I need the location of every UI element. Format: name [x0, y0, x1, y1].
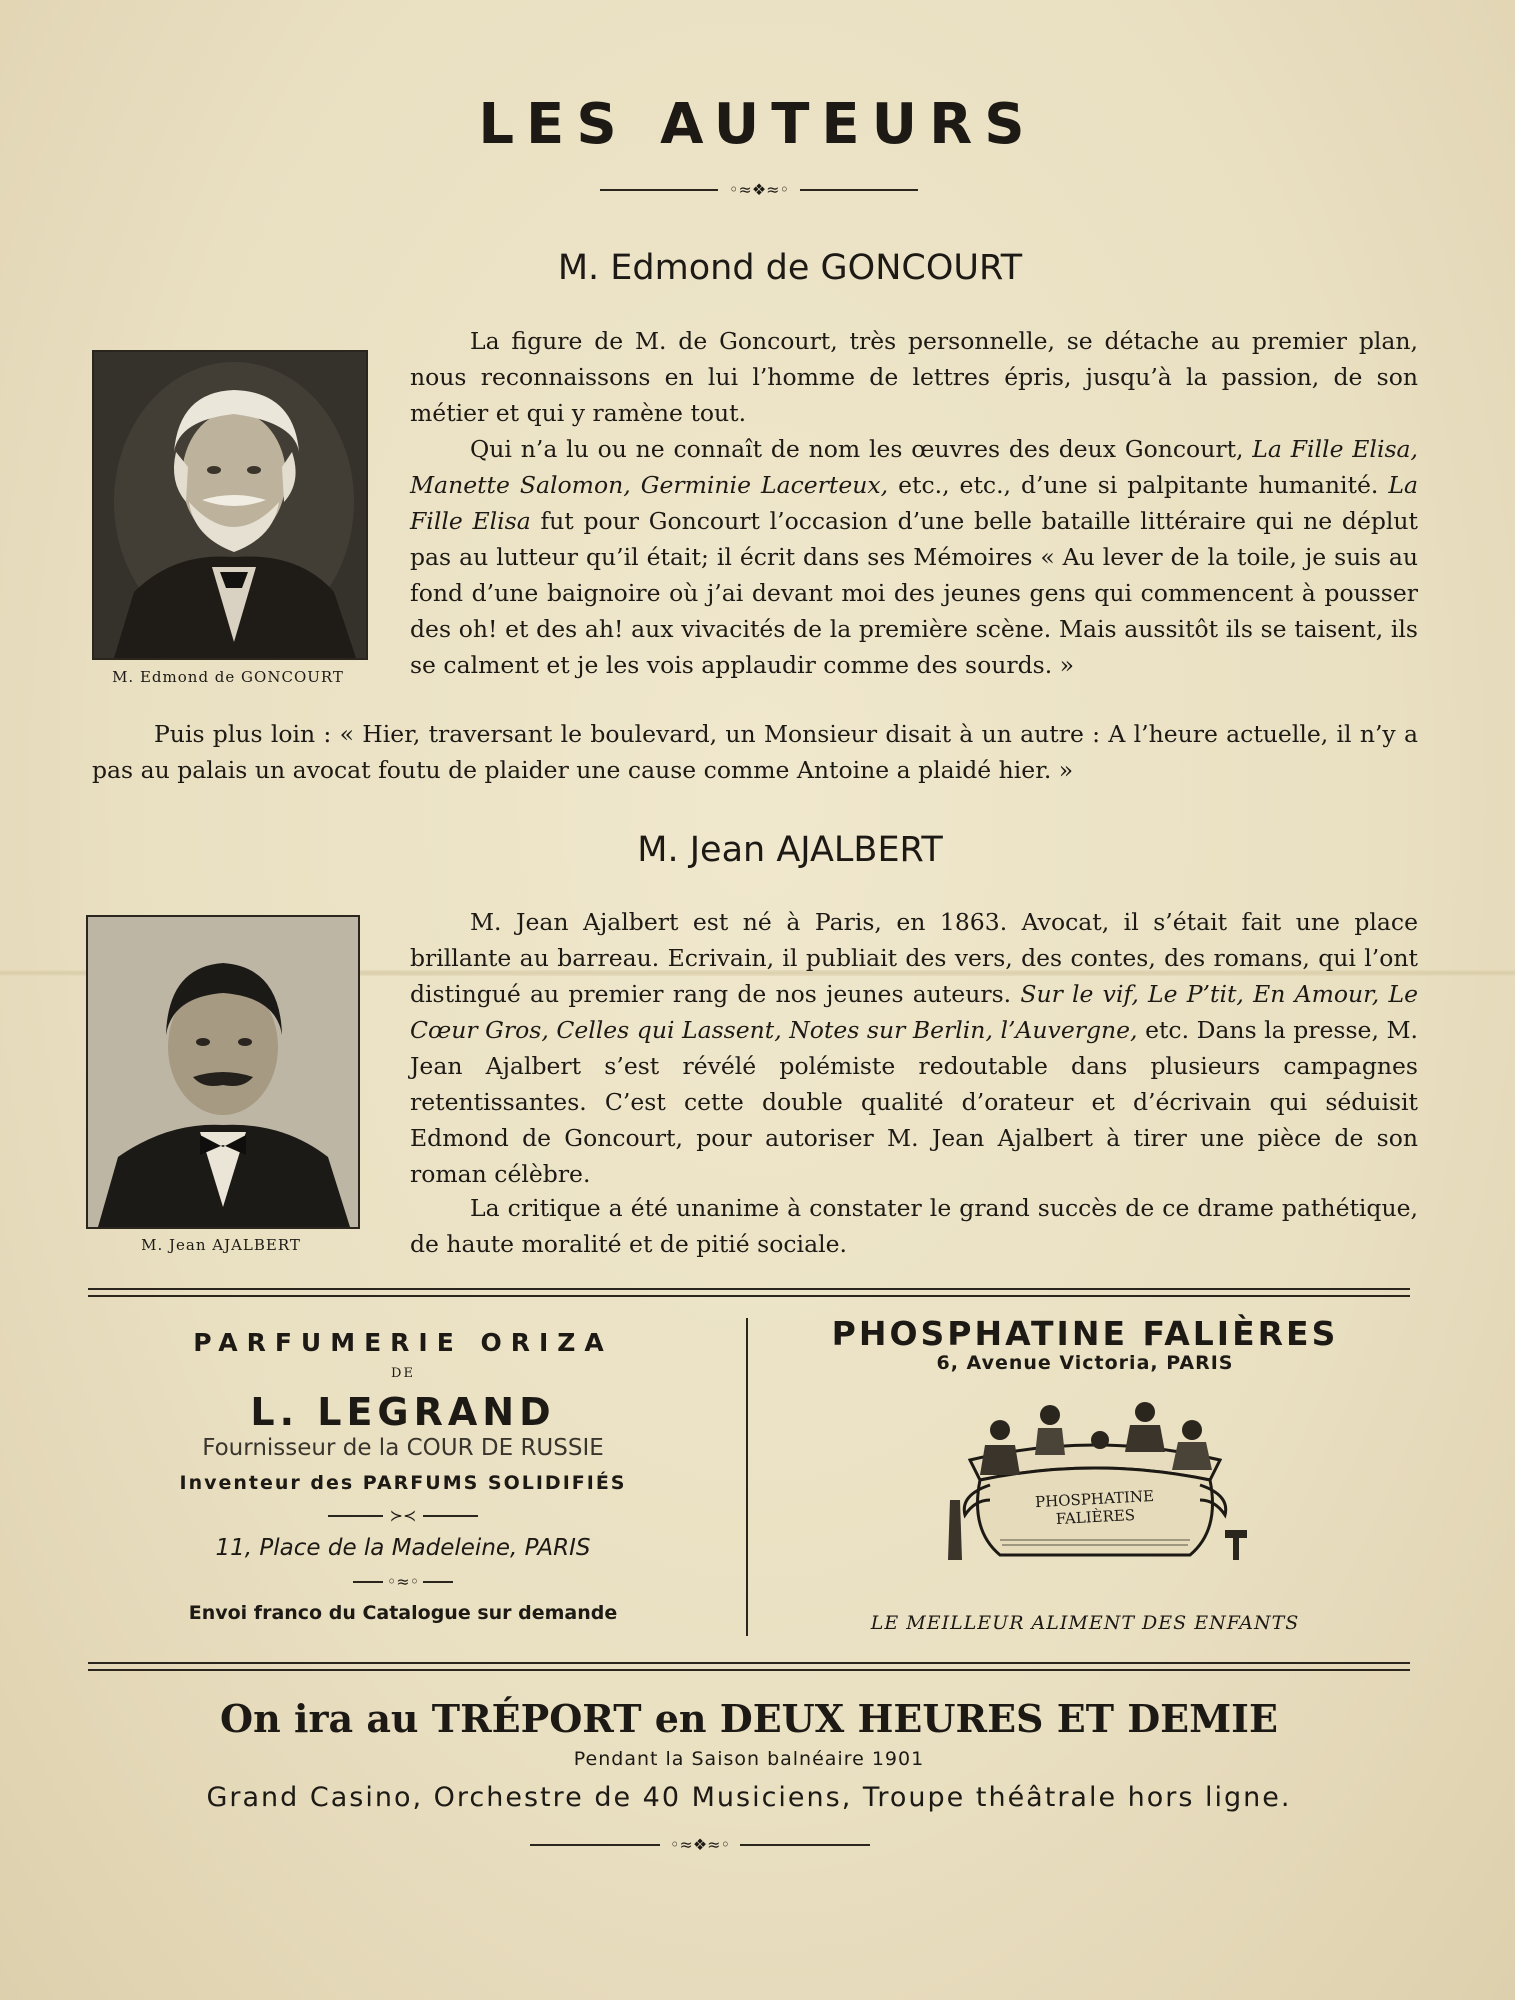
- goncourt-paragraph-1: [410, 323, 1418, 431]
- goncourt-p2c-text: etc., etc., d’une si palpitante humanité.: [898, 471, 1379, 499]
- advert-bottom-rule: [88, 1662, 1410, 1671]
- oriza-inventeur: Inventeur des PARFUMS SOLIDIFIÉS: [179, 1472, 627, 1494]
- oriza-de: DE: [391, 1366, 415, 1381]
- ajalbert-p2-text: La critique a été unanime à constater le grand succès de ce drame pathétique, de haute moralité et de pitié sociale.: [410, 1194, 1418, 1258]
- goncourt-caption: M. Edmond de GONCOURT: [112, 668, 344, 686]
- phosphatine-slogan: LE MEILLEUR ALIMENT DES ENFANTS: [870, 1612, 1300, 1634]
- advert-top-rule: [88, 1288, 1410, 1297]
- ajalbert-paragraph-2: [410, 1190, 1418, 1262]
- goncourt-p2a-text: Qui n’a lu ou ne connaît de nom les œuvres des deux Goncourt,: [470, 435, 1244, 463]
- goncourt-paragraph-3: [92, 716, 1418, 788]
- oriza-legrand: L. LEGRAND: [250, 1390, 556, 1434]
- ajalbert-portrait: [86, 915, 360, 1229]
- phosphatine-address: 6, Avenue Victoria, PARIS: [936, 1352, 1234, 1374]
- oriza-ornament-2: ◦≈◦: [353, 1572, 453, 1592]
- phosphatine-title: PHOSPHATINE FALIÈRES: [831, 1314, 1339, 1353]
- page-title: LES AUTEURS: [478, 92, 1037, 157]
- title-ornament: ◦≈❖≈◦: [600, 180, 918, 200]
- treport-saison: Pendant la Saison balnéaire 1901: [573, 1748, 925, 1770]
- ajalbert-caption: M. Jean AJALBERT: [141, 1236, 301, 1254]
- goncourt-p2d-title: La Fille Elisa: [410, 471, 1418, 535]
- bottom-ornament: ◦≈❖≈◦: [530, 1835, 870, 1855]
- ajalbert-p1c-text: etc. Dans la presse, M. Jean Ajalbert s’est révélé polémiste redoutable dans plusieurs campagnes retentissantes. C’est cette double qualité d’orateur et d’écrivain qui séduisit Edmond de Goncourt, pour autoriser M. Jean Ajalbert à tirer une pièce de son roman célèbre.: [410, 1016, 1418, 1188]
- treport-casino: Grand Casino, Orchestre de 40 Musiciens, Troupe théâtrale hors ligne.: [206, 1782, 1292, 1813]
- ajalbert-p1b-titles: Sur le vif, Le P’tit, En Amour, Le Cœur Gros, Celles qui Lassent, Notes sur Berlin, l’Auvergne,: [410, 980, 1418, 1044]
- ajalbert-heading: M. Jean AJALBERT: [637, 830, 943, 870]
- advert-column-divider: [746, 1318, 748, 1636]
- oriza-fournisseur: Fournisseur de la COUR DE RUSSIE: [202, 1435, 604, 1461]
- goncourt-p3-text: Puis plus loin : « Hier, traversant le boulevard, un Monsieur disait à un autre : A l’heure actuelle, il n’y a pas au palais un avocat foutu de plaider une cause comme Antoine a plaidé hier. »: [92, 720, 1418, 784]
- ajalbert-p1a-text: M. Jean Ajalbert est né à Paris, en 1863. Avocat, il s’était fait une place brillante au barreau. Ecrivain, il publiait des vers, des contes, des romans, qui l’ont distingué au premier rang de nos jeunes auteurs.: [410, 908, 1418, 1008]
- phosphatine-tub-label: PHOSPHATINE FALIÈRES: [1034, 1486, 1155, 1529]
- treport-headline: On ira au TRÉPORT en DEUX HEURES ET DEMIE: [220, 1696, 1278, 1741]
- oriza-envoi: Envoi franco du Catalogue sur demande: [188, 1602, 618, 1624]
- goncourt-p1-text: La figure de M. de Goncourt, très personnelle, se détache au premier plan, nous reconnaissons en lui l’homme de lettres épris, jusqu’à la passion, de son métier et qui y ramène tout.: [410, 327, 1418, 427]
- oriza-title: PARFUMERIE ORIZA: [193, 1328, 613, 1357]
- oriza-address: 11, Place de la Madeleine, PARIS: [215, 1535, 591, 1561]
- goncourt-p2b-titles: La Fille Elisa, Manette Salomon, Germinie Lacerteux,: [410, 435, 1418, 499]
- phosphatine-illustration: [930, 1390, 1260, 1580]
- goncourt-p2e-text: fut pour Goncourt l’occasion d’une belle bataille littéraire qui ne déplut pas au lutteur qu’il était; il écrit dans ses Mémoires « Au lever de la toile, je suis au fond d’une baignoire où j’ai devant moi des jeunes gens qui commencent à pousser des oh! et des ah! aux vivacités de la première scène. Mais aussitôt ils se taisent, ils se calment et je les vois applaudir comme des sourds. »: [410, 507, 1418, 679]
- goncourt-heading: M. Edmond de GONCOURT: [557, 248, 1023, 288]
- goncourt-paragraph-2: [410, 431, 1418, 683]
- oriza-ornament: ≻≺: [328, 1506, 478, 1526]
- ajalbert-paragraph-1: [410, 904, 1418, 1192]
- goncourt-portrait: [92, 350, 368, 660]
